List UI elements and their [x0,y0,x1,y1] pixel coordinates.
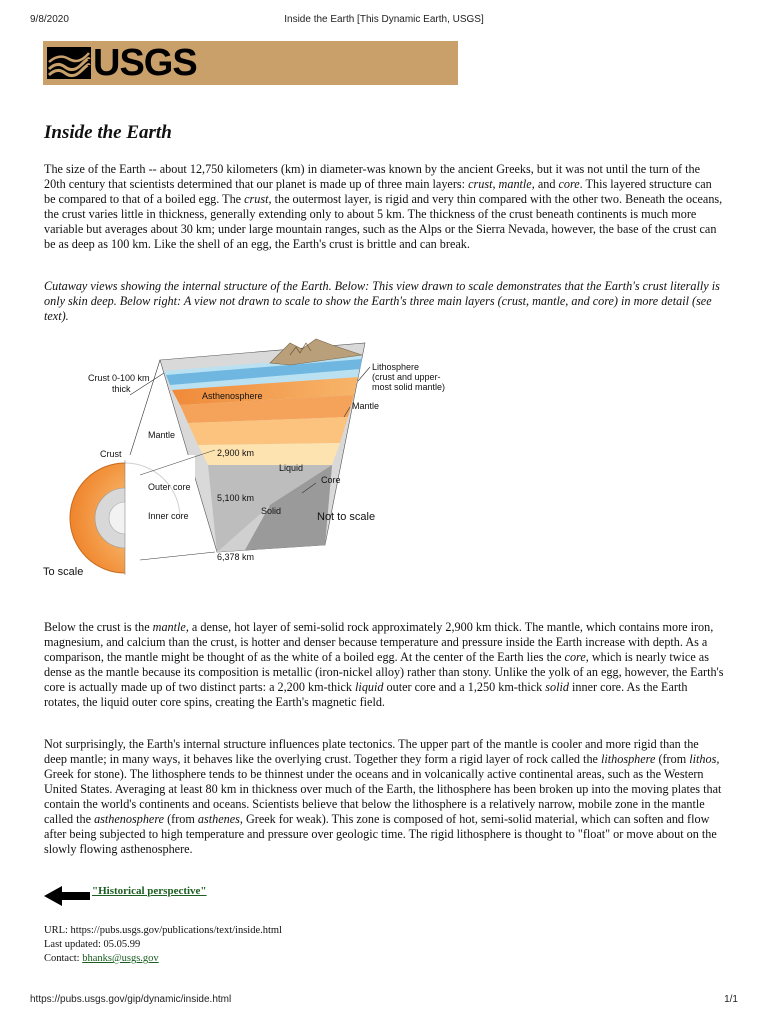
print-header [0,14,768,30]
label-mantle-left: Mantle [148,430,176,440]
label-depth-2900: 2,900 km [217,448,255,458]
text-run: a dense, hot layer of semi-solid rock approximately 2,900 km thick. The mantle, which contains more iron, magnesium, and calcium than the crust, is hotter and denser because temperature and pressure inside the Earth increase with depth. As a comparison, the mantle might be thought of as the white of a boiled egg. At the center of the Earth lies the [44,620,714,664]
emphasized-term: mantle, [152,620,189,634]
print-page-number: 1/1 [724,994,738,1005]
contact-email-link[interactable]: bhanks@usgs.gov [82,953,159,964]
text-run: Not surprisingly, the Earth's internal structure influences plate tectonics. The upper part of the mantle is cooler and more rigid than the deep mantle; in many ways, it behaves like the overlying crust. Together they form a rigid layer of rock called the [44,737,699,766]
previous-page-nav[interactable] [44,883,207,909]
label-not-to-scale: Not to scale [317,511,376,523]
text-run: inner core. As the Earth rotates, the liquid outer core spins, creating the Earth's magnetic field. [44,680,688,709]
usgs-logo-text: USGS [93,42,197,84]
text-run: (from [164,812,198,826]
emphasized-term: lithos, [689,752,720,766]
page-meta [44,924,282,966]
text-run: Below the crust is the [44,620,153,634]
figure-caption: Cutaway views showing the internal structure of the Earth. Below: This view drawn to scale demonstrates that the Earth's crust literally is only skin deep. Below right: A view not drawn to scale to show the Earth's three main layers (crust, mantle, and core) in more detail (see text). [44,279,720,323]
label-to-scale: To scale [43,566,84,578]
print-date: 9/8/2020 [30,14,69,25]
lithosphere-paragraph [44,737,724,857]
page-title: Inside the Earth [44,122,172,143]
emphasized-term: asthenes, [197,812,243,826]
label-crust: Crust [100,449,122,459]
emphasized-term: core, [564,650,589,664]
text-run: (from [655,752,690,766]
usgs-logo[interactable] [47,42,197,84]
contact-label: Contact: [44,953,83,964]
label-solid: Solid [261,506,282,516]
historical-perspective-link[interactable]: "Historical perspective" [92,885,207,897]
emphasized-term: liquid [355,680,384,694]
label-liquid: Liquid [279,463,304,473]
label-depth-6378: 6,378 km [217,552,255,562]
earth-cutaway-illustration [40,335,470,585]
emphasized-term: asthenosphere [94,812,165,826]
label-core: Core [321,475,341,485]
text-run: outer core and a 1,250 km-thick [383,680,546,694]
text-run: the outermost layer, is rigid and very thin compared with the other two. Beneath the oceans, the crust varies little in thickness, generally extending only to about 5 km. The thickness of the crust beneath continents is much more variable but averages about 30 km; under large mountain ranges, such as the Alps or the Sierra Nevada, however, the base of the crust can be as deep as 100 km. Like the shell of an egg, the Earth's crust is brittle and can break. [44,192,723,251]
last-updated-line: Last updated: 05.05.99 [44,939,141,950]
text-run: Greek for stone). The lithosphere tends to be thinnest under the oceans and in volcanically active continental areas, such as the Western United States. Averaging at least 80 km in thickness over much of the Earth, the lithosphere has been broken up into the moving plates that contain the world's continents and oceans. Scientists believe that below the lithosphere is a relatively narrow, mobile zone in the mantle called the [44,767,722,826]
emphasized-term: core [558,177,580,191]
label-inner-core: Inner core [148,511,189,521]
usgs-banner[interactable] [43,41,458,85]
arrow-left-icon[interactable] [44,885,90,907]
label-depth-5100: 5,100 km [217,493,255,503]
print-page-title: Inside the Earth [This Dynamic Earth, USGS] [284,14,484,25]
print-footer [0,994,768,1010]
text-run: which is nearly twice as dense as the mantle because its composition is metallic (iron-nickel alloy) rather than stony. Unlike the yolk of an egg, however, the Earth's core is actually made up of two distinct parts: a 2,200 km-thick [44,650,724,694]
text-run: . This layered structure can be compared to that of a boiled egg. The [44,177,712,206]
label-outer-core: Outer core [148,482,191,492]
url-line: URL: https://pubs.usgs.gov/publications/text/inside.html [44,925,283,936]
label-lithosphere-2: (crust and upper- [372,372,441,382]
label-lithosphere-3: most solid mantle) [372,382,446,392]
label-crust-thickness-2: thick [112,384,131,394]
print-url: https://pubs.usgs.gov/gip/dynamic/inside.html [30,994,232,1005]
emphasized-term: lithosphere [601,752,656,766]
emphasized-term: crust, mantle, [468,177,535,191]
contact-line [44,952,282,966]
label-lithosphere: Lithosphere [372,362,420,372]
usgs-wave-icon [47,47,91,79]
intro-paragraph [44,162,724,252]
label-crust-thickness: Crust 0-100 km [88,373,150,383]
label-mantle-right: Mantle [352,401,380,411]
text-run: The size of the Earth -- about 12,750 kilometers (km) in diameter-was known by the ancient Greeks, but it was not until the turn of the 20th century that scientists determined that our planet is made up of three main layers: [44,162,701,191]
emphasized-term: crust, [244,192,272,206]
mantle-core-paragraph [44,620,724,710]
label-asthenosphere: Asthenosphere [202,391,263,401]
text-run: Greek for weak). This zone is composed of hot, semi-solid material, which can soften and flow after being subjected to high temperature and pressure over geologic time. The rigid lithosphere is thought to "float" or move about on the slowly flowing asthenosphere. [44,812,717,856]
earth-cutaway-figure [40,335,470,585]
emphasized-term: solid [545,680,569,694]
text-run: and [534,177,559,191]
